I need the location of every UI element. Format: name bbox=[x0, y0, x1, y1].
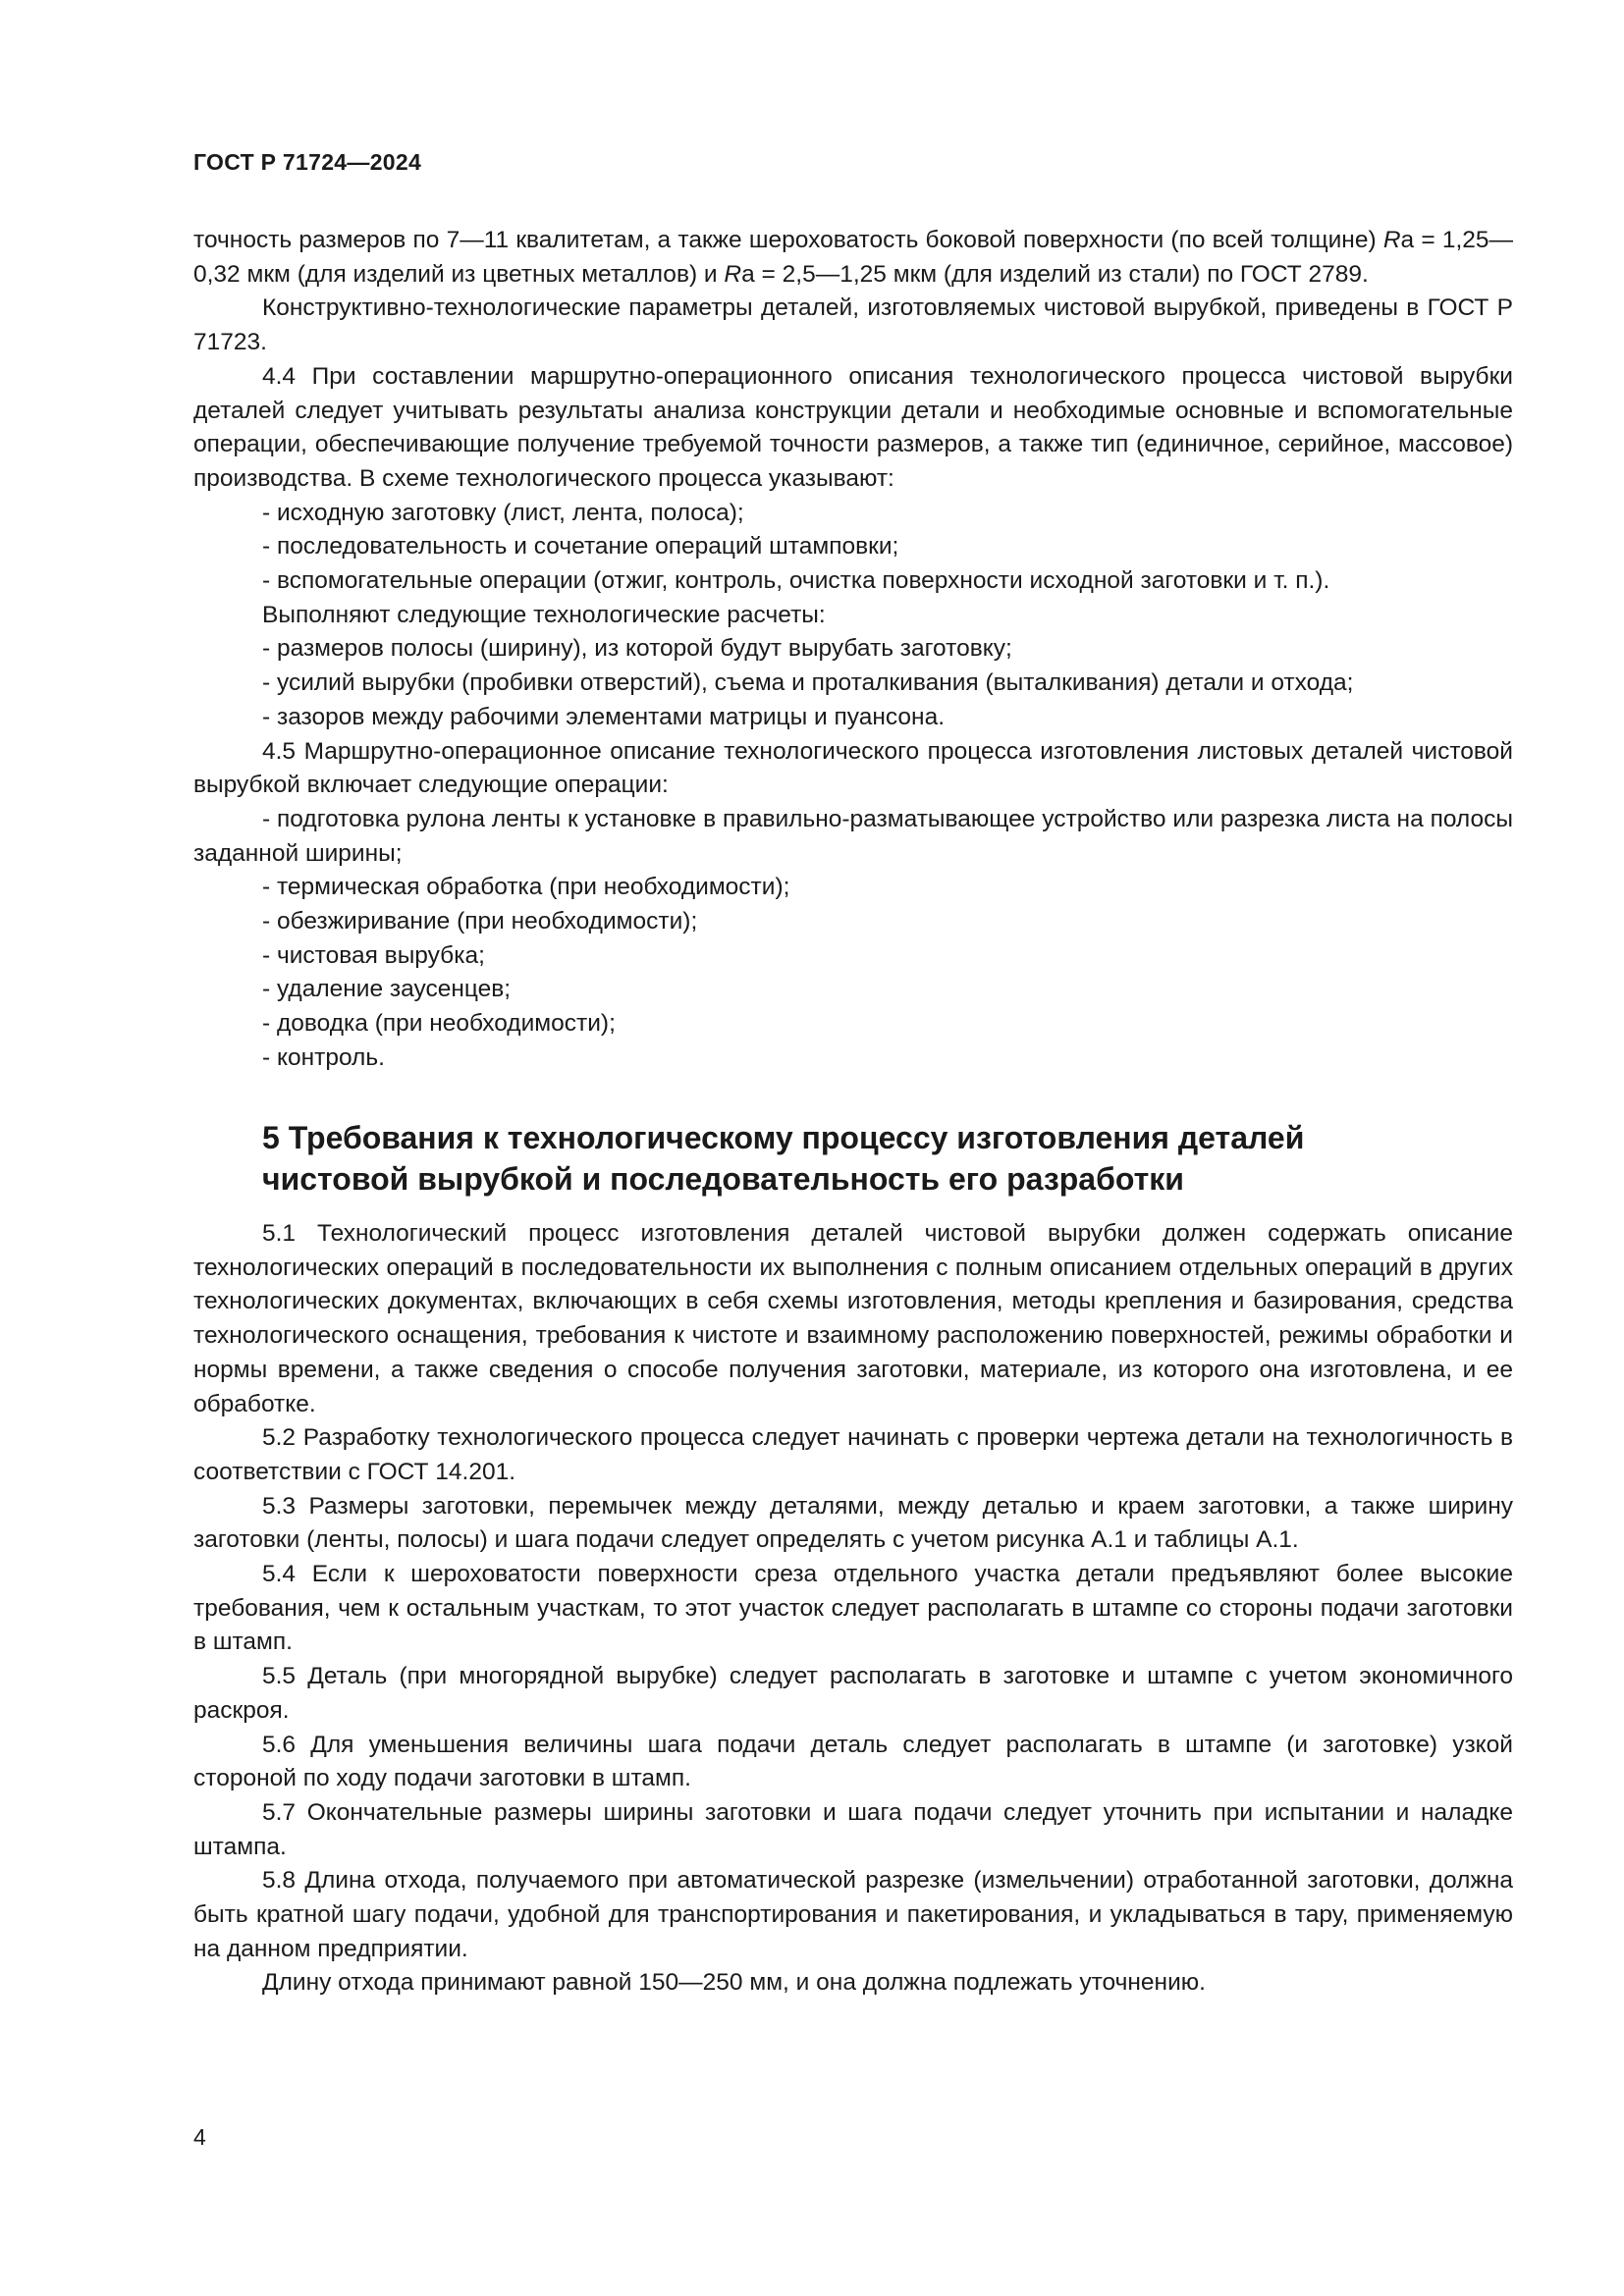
list-item: - термическая обработка (при необходимости); bbox=[262, 874, 790, 901]
section-4-text bbox=[193, 224, 1513, 1076]
document-header: ГОСТ Р 71724—2024 bbox=[193, 149, 422, 175]
section-5-heading bbox=[262, 1117, 1440, 1200]
heading-line: 5 Требования к технологическому процессу изготовления деталей bbox=[262, 1120, 1305, 1155]
list-item: - исходную заготовку (лист, лента, полоса); bbox=[262, 499, 744, 526]
list-item: - размеров полосы (ширину), из которой будут вырубать заготовку; bbox=[262, 635, 1012, 663]
paragraph-5-1: 5.1 Технологический процесс изготовления деталей чистовой вырубки должен содержать описание технологических операций в последовательности их выполнения с полным описанием отдельных операций в других технологических документах, включающих в себя схемы изготовления, методы крепления и базирования, средства технологического оснащения, требования к чистоте и взаимному расположению поверхностей, режимы обработки и нормы времени, а также сведения о способе получения заготовки, материале, из которого она изготовлена, и ее обработке. bbox=[193, 1220, 1513, 1417]
list-item: - доводка (при необходимости); bbox=[262, 1010, 616, 1038]
paragraph-4-4: 4.4 При составлении маршрутно-операционного описания технологического процесса чистовой вырубки деталей следует учитывать результаты анализа конструкции детали и необходимые основные и вспомогательные операции, обеспечивающие получение требуемой точности размеров, а также тип (единичное, серийное, массовое) производства. В схеме технологического процесса указывают: bbox=[193, 362, 1513, 492]
paragraph: Выполняют следующие технологические расчеты: bbox=[262, 601, 826, 628]
paragraph-5-4: 5.4 Если к шероховатости поверхности среза отдельного участка детали предъявляют более высокие требования, чем к остальным участкам, то этот участок следует располагать в штампе со стороны подачи заготовки в штамп. bbox=[193, 1561, 1513, 1656]
list-item: - усилий вырубки (пробивки отверстий), съема и проталкивания (выталкивания) детали и отхода; bbox=[262, 669, 1354, 697]
paragraph-5-8: 5.8 Длина отхода, получаемого при автоматической разрезке (измельчении) отработанной заготовки, должна быть кратной шагу подачи, удобной для транспортирования и пакетирования, и укладываться в тару, применяемую на данном предприятии. bbox=[193, 1867, 1513, 1962]
heading-line: чистовой вырубкой и последовательность его разработки bbox=[262, 1161, 1184, 1197]
list-item: - вспомогательные операции (отжиг, контроль, очистка поверхности исходной заготовки и т. п.). bbox=[262, 567, 1330, 595]
page-number: 4 bbox=[193, 2124, 206, 2150]
list-item: - чистовая вырубка; bbox=[262, 941, 485, 969]
list-item: - зазоров между рабочими элементами матрицы и пуансона. bbox=[262, 703, 946, 730]
section-5-text bbox=[193, 1217, 1513, 2001]
paragraph: Длину отхода принимают равной 150—250 мм, и она должна подлежать уточнению. bbox=[262, 1969, 1206, 1997]
paragraph-5-5: 5.5 Деталь (при многорядной вырубке) следует располагать в заготовке и штампе с учетом экономичного раскроя. bbox=[193, 1663, 1513, 1724]
paragraph: точность размеров по 7—11 квалитетам, а также шероховатость боковой поверхности (по всей толщине) Ra = 1,25—0,32 мкм (для изделий из цветных металлов) и Ra = 2,5—1,25 мкм (для изделий из стали) по ГОСТ 2789. bbox=[193, 227, 1514, 288]
paragraph-5-3: 5.3 Размеры заготовки, перемычек между деталями, между деталью и краем заготовки, а также ширину заготовки (ленты, полосы) и шага подачи следует определять с учетом рисунка А.1 и таблицы А.1. bbox=[193, 1492, 1513, 1554]
paragraph: Конструктивно-технологические параметры деталей, изготовляемых чистовой вырубкой, приведены в ГОСТ Р 71723. bbox=[193, 294, 1513, 356]
list-item: - последовательность и сочетание операций штамповки; bbox=[262, 533, 899, 561]
list-item: - контроль. bbox=[262, 1043, 385, 1071]
list-item: - обезжиривание (при необходимости); bbox=[262, 908, 698, 935]
paragraph-5-6: 5.6 Для уменьшения величины шага подачи деталь следует располагать в штампе (и заготовке) узкой стороной по ходу подачи заготовки в штамп. bbox=[193, 1731, 1513, 1792]
paragraph-5-7: 5.7 Окончательные размеры ширины заготовки и шага подачи следует уточнить при испытании и наладке штампа. bbox=[193, 1798, 1513, 1860]
list-item: - удаление заусенцев; bbox=[262, 976, 512, 1003]
paragraph-5-2: 5.2 Разработку технологического процесса следует начинать с проверки чертежа детали на технологичность в соответствии с ГОСТ 14.201. bbox=[193, 1424, 1513, 1485]
list-item: - подготовка рулона ленты к установке в правильно-разматывающее устройство или разрезка листа на полосы заданной ширины; bbox=[193, 805, 1513, 867]
paragraph-4-5: 4.5 Маршрутно-операционное описание технологического процесса изготовления листовых деталей чистовой вырубкой включает следующие операции: bbox=[193, 737, 1513, 799]
